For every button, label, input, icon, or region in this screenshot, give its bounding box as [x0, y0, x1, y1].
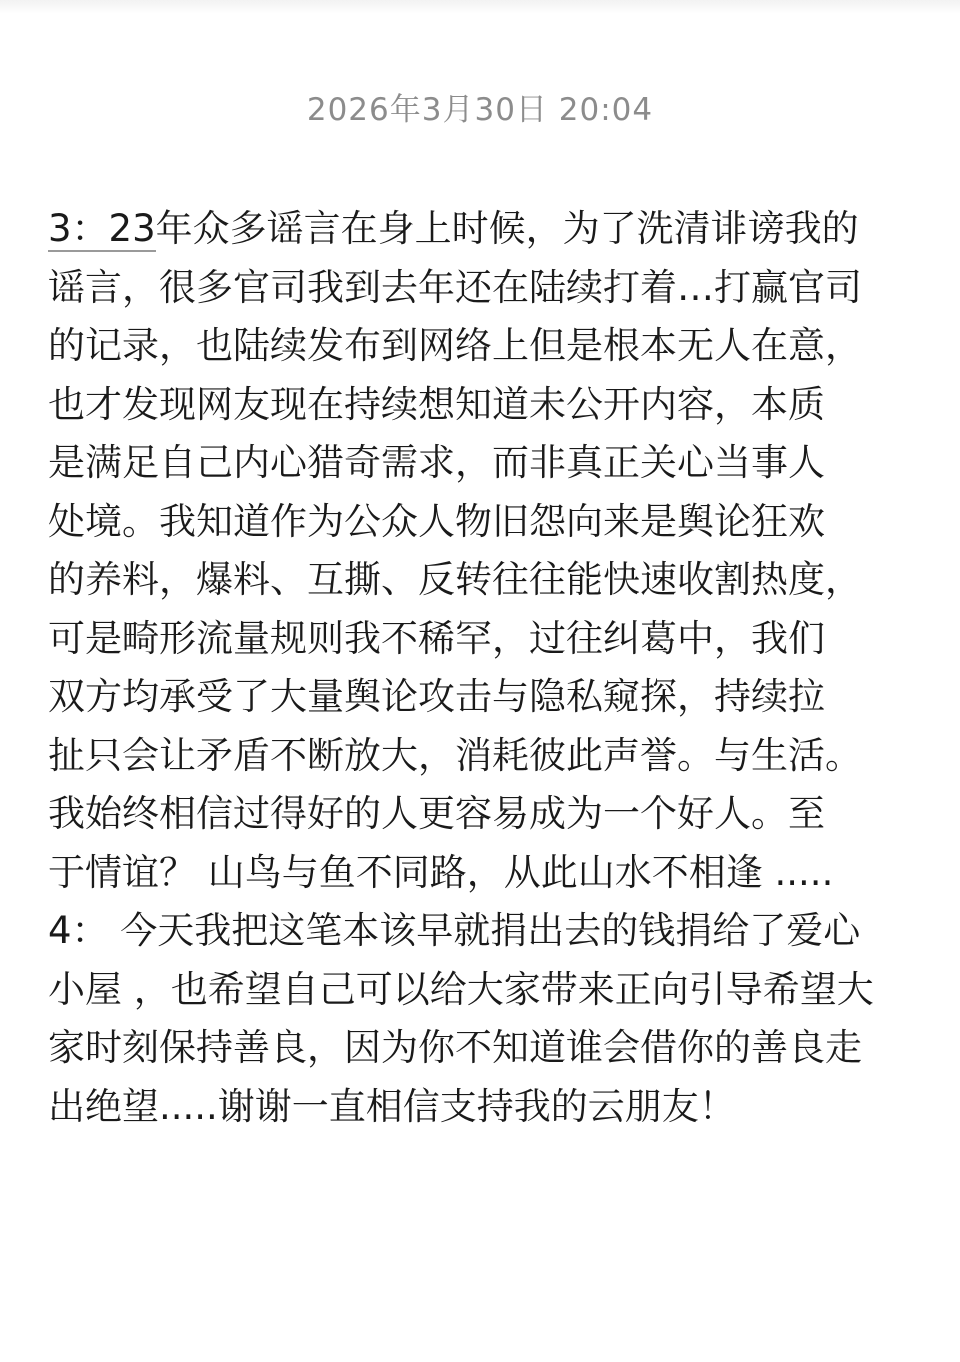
note-line: 家时刻保持善良，因为你不知道谁会借你的善良走: [48, 1026, 862, 1069]
note-line: 小屋 ，也希望自己可以给大家带来正向引导希望大: [48, 967, 874, 1011]
note-line: 可是畸形流量规则我不稀罕，过往纠葛中，我们: [48, 616, 825, 660]
note-line: 我始终相信过得好的人更容易成为一个好人。至: [48, 792, 825, 835]
note-line: 也才发现网友现在持续想知道未公开内容，本质: [48, 382, 825, 426]
note-line: 的养料，爆料、互撕、反转往往能快速收割热度，: [48, 558, 862, 601]
note-body[interactable]: [48, 200, 918, 1136]
note-line: 的记录，也陆续发布到网络上但是根本无人在意，: [48, 324, 862, 367]
note-line: 处境。我知道作为公众人物旧怨向来是舆论狂欢: [48, 499, 825, 543]
note-line: 谣言，很多官司我到去年还在陆续打着…打赢官司: [48, 265, 862, 309]
note-line-text: 年众多谣言在身上时候，为了洗清诽谤我的: [155, 207, 859, 250]
note-line: 是满足自己内心猎奇需求，而非真正关心当事人: [48, 441, 825, 484]
note-line: 于情谊？ 山鸟与鱼不同路，从此山水不相逢 .....: [48, 850, 834, 894]
note-line: 出绝望.....谢谢一直相信支持我的云朋友！: [48, 1084, 736, 1128]
underlined-text: 3：23: [48, 207, 156, 250]
note-line: [48, 200, 918, 259]
note-line: 扯只会让矛盾不断放大，消耗彼此声誉。与生活。: [48, 733, 862, 777]
note-line: 双方均承受了大量舆论攻击与隐私窥探，持续拉: [48, 675, 825, 718]
note-line: 4： 今天我把这笔本该早就捐出去的钱捐给了爱心: [48, 909, 861, 952]
note-timestamp: 2026年3月30日 20:04: [306, 92, 654, 128]
top-shadow: [0, 0, 960, 14]
